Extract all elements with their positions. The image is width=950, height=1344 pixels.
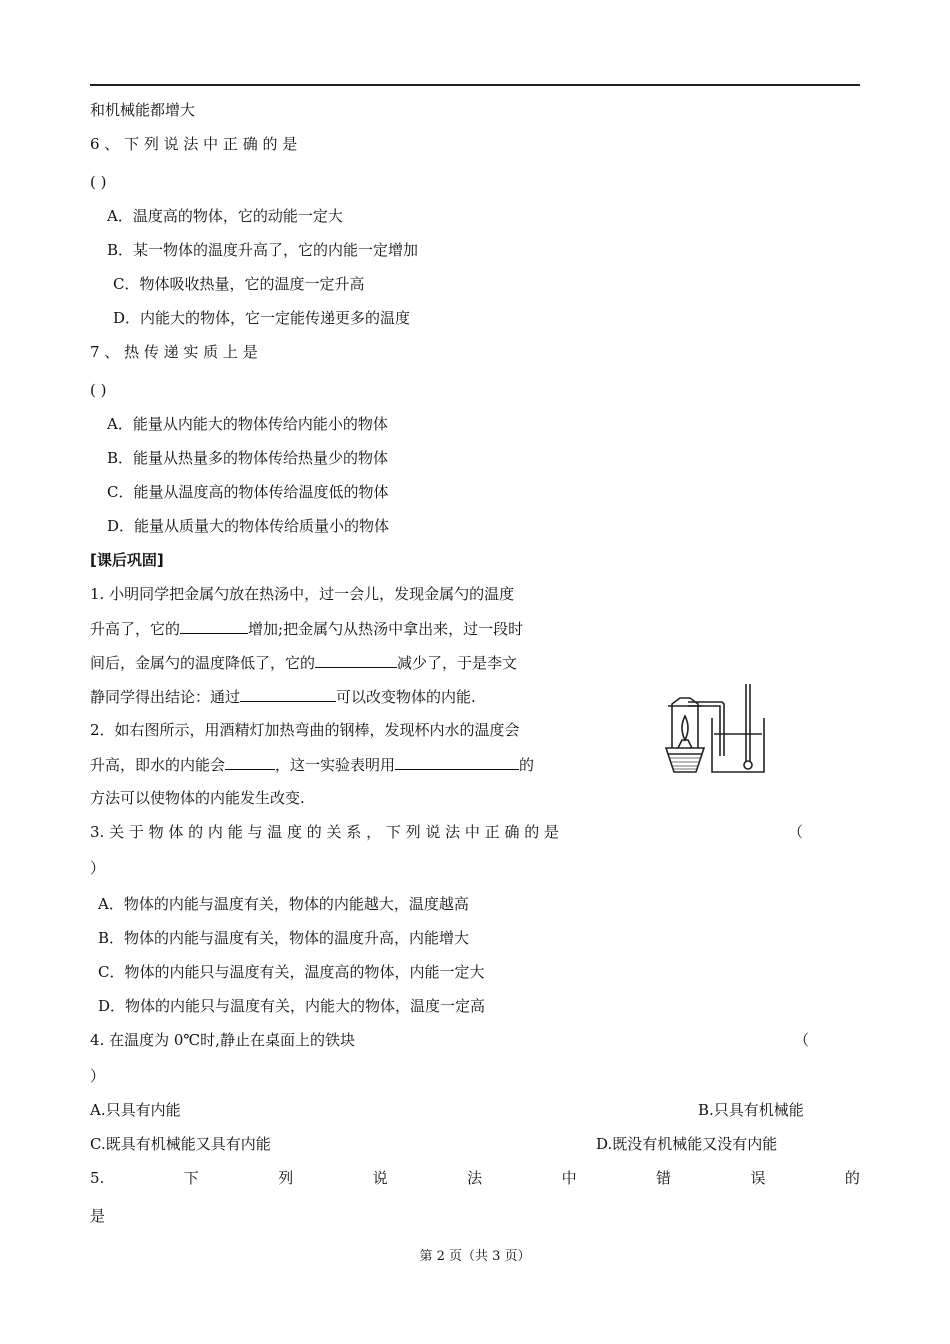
p1-text: 可以改变物体的内能. bbox=[336, 688, 476, 706]
section-title: [课后巩固] bbox=[90, 551, 164, 569]
top-text: 和机械能都增大 bbox=[90, 101, 196, 119]
p4-option-a: A.只具有内能 bbox=[90, 1101, 181, 1119]
p5-word: 列 bbox=[278, 1169, 294, 1187]
p3-option-a: A．物体的内能与温度有关，物体的内能越大，温度越高 bbox=[98, 895, 469, 913]
q7-option-b: B．能量从热量多的物体传给热量少的物体 bbox=[107, 449, 389, 467]
p2-line-2 bbox=[90, 754, 534, 775]
q6-stem: 6 、 下 列 说 法 中 正 确 的 是 bbox=[90, 135, 298, 153]
p5-stem-end: 是 bbox=[90, 1207, 106, 1225]
p2-text: ，这一实验表明用 bbox=[275, 756, 396, 774]
p3-option-c: C．物体的内能只与温度有关，温度高的物体，内能一定大 bbox=[98, 963, 485, 981]
q7-option-a: A．能量从内能大的物体传给内能小的物体 bbox=[107, 415, 388, 433]
q6-option-c: C．物体吸收热量，它的温度一定升高 bbox=[113, 275, 365, 293]
q6-option-d: D．内能大的物体，它一定能传递更多的温度 bbox=[113, 309, 411, 327]
answer-blank[interactable] bbox=[240, 686, 336, 702]
p2-line-1: 2．如右图所示，用酒精灯加热弯曲的钢棒，发现杯内水的温度会 bbox=[90, 721, 520, 739]
header-rule bbox=[90, 84, 860, 86]
p1-line-2 bbox=[90, 618, 523, 639]
p4-stem: 4. 在温度为 0℃时,静止在桌面上的铁块 bbox=[90, 1031, 355, 1049]
p1-text: 增加;把金属勺从热汤中拿出来，过一段时 bbox=[248, 620, 524, 638]
p4-option-b: B.只具有机械能 bbox=[698, 1101, 804, 1119]
p5-word: 下 bbox=[183, 1169, 199, 1187]
p1-line-3 bbox=[90, 652, 517, 673]
p3-paren-open: （ bbox=[788, 823, 804, 841]
p4-option-d: D.既没有机械能又没有内能 bbox=[596, 1135, 778, 1153]
p1-text: 静同学得出结论：通过 bbox=[90, 688, 241, 706]
q7-option-d: D．能量从质量大的物体传给质量小的物体 bbox=[107, 517, 390, 535]
page-footer: 第 2 页（共 3 页） bbox=[419, 1249, 531, 1264]
q7-option-c: C．能量从温度高的物体传给温度低的物体 bbox=[107, 483, 389, 501]
p3-stem: 3. 关 于 物 体 的 内 能 与 温 度 的 关 系 ， 下 列 说 法 中 正 确 的 是 bbox=[90, 823, 559, 841]
p5-word: 错 bbox=[656, 1169, 672, 1187]
q7-answer-bracket: ( ) bbox=[90, 381, 107, 399]
q7-stem: 7 、 热 传 递 实 质 上 是 bbox=[90, 343, 258, 361]
q6-answer-bracket: ( ) bbox=[90, 173, 107, 191]
p3-paren-close: ） bbox=[90, 859, 106, 877]
p5-word: 说 bbox=[372, 1169, 388, 1187]
p2-text: 的 bbox=[519, 756, 535, 774]
p4-paren-open: （ bbox=[794, 1031, 810, 1049]
p2-text: 升高，即水的内能会 bbox=[90, 756, 226, 774]
answer-blank[interactable] bbox=[315, 652, 397, 668]
answer-blank[interactable] bbox=[180, 618, 248, 634]
p5-word: 法 bbox=[467, 1169, 483, 1187]
p1-text: 升高了，它的 bbox=[90, 620, 181, 638]
q6-option-b: B．某一物体的温度升高了，它的内能一定增加 bbox=[107, 241, 419, 259]
p1-text: 间后，金属勺的温度降低了，它的 bbox=[90, 654, 316, 672]
answer-blank[interactable] bbox=[225, 754, 275, 770]
p1-line-4 bbox=[90, 686, 476, 707]
p5-word: 误 bbox=[750, 1169, 766, 1187]
p1-text: 减少了，于是李文 bbox=[397, 654, 518, 672]
p5-word: 中 bbox=[561, 1169, 577, 1187]
p4-paren-close: ） bbox=[90, 1067, 106, 1085]
p2-line-3: 方法可以使物体的内能发生改变. bbox=[90, 789, 305, 807]
p1-line-1: 1. 小明同学把金属勺放在热汤中，过一会儿，发现金属勺的温度 bbox=[90, 585, 515, 603]
p3-option-b: B．物体的内能与温度有关，物体的温度升高，内能增大 bbox=[98, 929, 470, 947]
p5-stem bbox=[90, 1168, 860, 1188]
q6-option-a: A．温度高的物体，它的动能一定大 bbox=[107, 207, 343, 225]
answer-blank[interactable] bbox=[395, 754, 519, 770]
p3-option-d: D．物体的内能只与温度有关，内能大的物体，温度一定高 bbox=[98, 997, 486, 1015]
p5-word: 的 bbox=[844, 1169, 860, 1187]
experiment-figure bbox=[660, 678, 772, 774]
p4-option-c: C.既具有机械能又具有内能 bbox=[90, 1135, 271, 1153]
p5-word: 5. bbox=[90, 1169, 105, 1187]
